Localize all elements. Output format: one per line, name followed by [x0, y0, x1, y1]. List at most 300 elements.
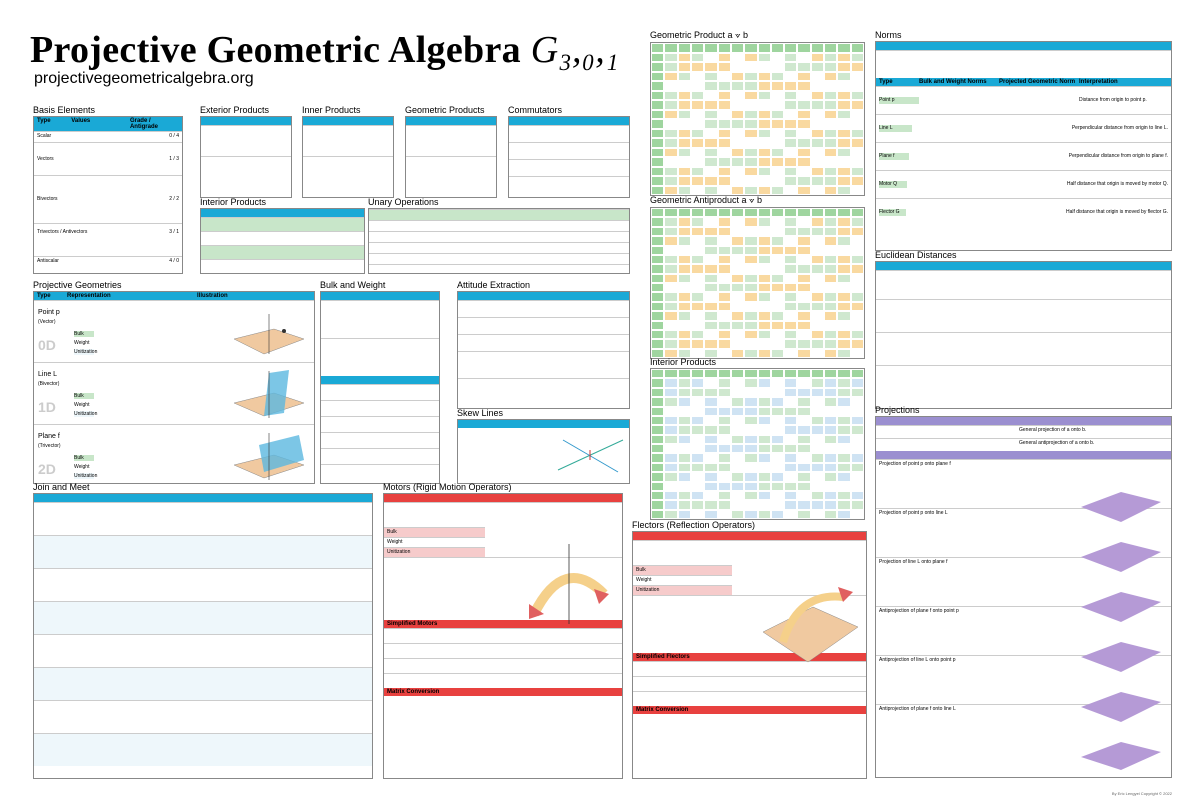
table-cell — [651, 227, 664, 236]
table-cell — [771, 81, 784, 91]
table-cell — [691, 369, 704, 378]
table-cell — [718, 482, 731, 491]
table-cell — [811, 53, 824, 63]
table-cell — [704, 81, 717, 91]
point-illustration — [229, 309, 309, 359]
table-cell — [824, 510, 837, 519]
table-cell — [837, 81, 850, 91]
table-cell — [824, 500, 837, 509]
table-cell — [824, 208, 837, 217]
table-cell — [758, 100, 771, 110]
table-cell — [704, 217, 717, 226]
table-cell — [691, 176, 704, 186]
table-cell — [851, 186, 864, 196]
table-cell — [691, 148, 704, 158]
table-cell — [651, 62, 664, 72]
table-cell — [797, 236, 810, 245]
table-cell — [678, 217, 691, 226]
table-cell — [797, 416, 810, 425]
table-cell — [851, 321, 864, 330]
table-cell — [704, 463, 717, 472]
table-cell — [824, 302, 837, 311]
table-cell — [824, 100, 837, 110]
table-cell — [678, 53, 691, 63]
table-cell — [851, 482, 864, 491]
page-title: Projective Geometric Algebra G₃,₀,₁ — [30, 29, 619, 71]
table-cell — [704, 208, 717, 217]
table-cell — [704, 500, 717, 509]
table-cell — [837, 217, 850, 226]
table-cell — [771, 321, 784, 330]
table-cell — [731, 72, 744, 82]
table-cell — [678, 378, 691, 387]
table-cell — [651, 388, 664, 397]
table-cell — [651, 311, 664, 320]
table-cell — [651, 176, 664, 186]
table-cell — [771, 264, 784, 273]
table-cell — [851, 208, 864, 217]
table-cell — [704, 246, 717, 255]
table-cell — [744, 425, 757, 434]
table-cell — [784, 435, 797, 444]
table-cell — [678, 388, 691, 397]
geometric-products-section: Geometric Products — [405, 105, 497, 198]
table-cell — [691, 388, 704, 397]
table-cell — [811, 510, 824, 519]
table-cell — [771, 138, 784, 148]
table-cell — [731, 491, 744, 500]
table-cell — [718, 110, 731, 120]
table-cell — [824, 283, 837, 292]
table-cell — [851, 264, 864, 273]
table-cell — [837, 208, 850, 217]
gap-table-section: Geometric Antiproduct a ⟇ b — [650, 195, 865, 359]
table-cell — [718, 500, 731, 509]
table-cell — [664, 463, 677, 472]
table-cell — [784, 217, 797, 226]
table-cell — [704, 157, 717, 167]
table-cell — [797, 482, 810, 491]
table-cell — [851, 72, 864, 82]
table-cell — [811, 186, 824, 196]
table-cell — [824, 53, 837, 63]
table-cell — [664, 91, 677, 101]
table-cell — [678, 283, 691, 292]
table-cell — [784, 416, 797, 425]
table-cell — [784, 339, 797, 348]
table-cell — [664, 321, 677, 330]
table-cell — [797, 148, 810, 158]
table-cell — [651, 110, 664, 120]
table-cell — [718, 472, 731, 481]
table-cell — [651, 129, 664, 139]
table-cell — [678, 369, 691, 378]
table-cell — [678, 138, 691, 148]
table-cell — [837, 453, 850, 462]
table-cell — [851, 100, 864, 110]
table-cell — [691, 138, 704, 148]
table-cell — [678, 311, 691, 320]
table-cell — [837, 369, 850, 378]
table-cell — [851, 416, 864, 425]
table-cell — [811, 500, 824, 509]
table-cell — [797, 176, 810, 186]
table-cell — [744, 463, 757, 472]
table-cell — [678, 407, 691, 416]
table-cell — [771, 217, 784, 226]
table-cell — [837, 91, 850, 101]
table-cell — [758, 482, 771, 491]
table-cell — [651, 43, 664, 53]
table-cell — [691, 463, 704, 472]
table-cell — [651, 246, 664, 255]
table-cell — [797, 330, 810, 339]
basis-header: Type Values Grade / Antigrade — [34, 117, 182, 131]
table-cell — [718, 129, 731, 139]
table-cell — [691, 236, 704, 245]
table-cell — [837, 129, 850, 139]
table-cell — [691, 416, 704, 425]
table-cell — [758, 311, 771, 320]
table-cell — [824, 110, 837, 120]
table-cell — [771, 292, 784, 301]
table-cell — [664, 444, 677, 453]
table-cell — [718, 311, 731, 320]
table-cell — [797, 321, 810, 330]
table-cell — [797, 274, 810, 283]
table-cell — [744, 62, 757, 72]
table-cell — [691, 491, 704, 500]
table-cell — [651, 425, 664, 434]
table-cell — [651, 148, 664, 158]
table-cell — [851, 435, 864, 444]
motors-section: Motors (Rigid Motion Operators) Bulk Weight Unitization Simplified Motors Matrix Conversion — [383, 482, 623, 779]
table-cell — [824, 62, 837, 72]
table-cell — [744, 321, 757, 330]
table-cell — [731, 227, 744, 236]
table-cell — [678, 167, 691, 177]
table-cell — [704, 283, 717, 292]
table-cell — [851, 292, 864, 301]
table-cell — [718, 138, 731, 148]
table-cell — [758, 264, 771, 273]
table-cell — [651, 463, 664, 472]
table-cell — [664, 369, 677, 378]
table-cell — [704, 292, 717, 301]
table-cell — [797, 463, 810, 472]
table-cell — [704, 227, 717, 236]
table-cell — [811, 43, 824, 53]
table-cell — [851, 388, 864, 397]
table-cell — [758, 510, 771, 519]
table-cell — [824, 255, 837, 264]
table-cell — [704, 236, 717, 245]
table-cell — [678, 227, 691, 236]
table-cell — [797, 157, 810, 167]
table-cell — [758, 81, 771, 91]
table-cell — [797, 388, 810, 397]
table-cell — [731, 138, 744, 148]
table-cell — [664, 482, 677, 491]
table-cell — [758, 330, 771, 339]
table-cell — [718, 148, 731, 158]
table-cell — [718, 416, 731, 425]
table-cell — [811, 264, 824, 273]
proj-item: Projection of line L onto plane f — [876, 557, 1171, 606]
table-cell — [678, 208, 691, 217]
table-cell — [837, 435, 850, 444]
table-cell — [758, 91, 771, 101]
table-cell — [824, 292, 837, 301]
table-cell — [651, 157, 664, 167]
table-cell — [718, 208, 731, 217]
table-cell — [691, 339, 704, 348]
interior-products-section: Interior Products — [200, 197, 365, 274]
table-cell — [758, 62, 771, 72]
basis-row-bivectors: Bivectors 2 / 2 — [34, 175, 182, 223]
table-cell — [651, 453, 664, 462]
table-cell — [651, 407, 664, 416]
table-cell — [691, 453, 704, 462]
table-cell — [664, 407, 677, 416]
table-cell — [837, 43, 850, 53]
gp-table-section: Geometric Product a ⟇ b — [650, 30, 865, 196]
table-cell — [718, 330, 731, 339]
table-cell — [691, 283, 704, 292]
exterior-products-section: Exterior Products — [200, 105, 292, 198]
table-cell — [731, 157, 744, 167]
basis-row-trivectors: Trivectors / Antivectors 3 / 1 — [34, 223, 182, 256]
join-meet-section: Join and Meet — [33, 482, 373, 779]
table-cell — [758, 138, 771, 148]
table-cell — [651, 435, 664, 444]
table-cell — [651, 482, 664, 491]
table-cell — [758, 407, 771, 416]
table-cell — [731, 369, 744, 378]
table-cell — [664, 148, 677, 158]
table-cell — [664, 236, 677, 245]
table-cell — [664, 110, 677, 120]
table-cell — [837, 110, 850, 120]
table-cell — [771, 491, 784, 500]
table-cell — [784, 397, 797, 406]
table-cell — [851, 157, 864, 167]
table-cell — [744, 167, 757, 177]
table-cell — [824, 378, 837, 387]
table-cell — [758, 110, 771, 120]
table-cell — [771, 330, 784, 339]
table-cell — [664, 246, 677, 255]
table-cell — [811, 453, 824, 462]
table-cell — [784, 491, 797, 500]
table-cell — [744, 407, 757, 416]
table-cell — [771, 208, 784, 217]
table-cell — [771, 425, 784, 434]
table-cell — [824, 148, 837, 158]
table-cell — [824, 472, 837, 481]
table-cell — [758, 157, 771, 167]
table-cell — [731, 311, 744, 320]
table-cell — [824, 425, 837, 434]
table-cell — [704, 444, 717, 453]
table-cell — [651, 53, 664, 63]
table-cell — [744, 369, 757, 378]
table-cell — [837, 292, 850, 301]
flectors-section: Flectors (Reflection Operators) Bulk Weight Unitization Simplified Flectors Matrix Conversion — [632, 520, 867, 779]
table-cell — [744, 176, 757, 186]
table-cell — [678, 397, 691, 406]
table-cell — [651, 472, 664, 481]
table-cell — [824, 227, 837, 236]
table-cell — [797, 119, 810, 129]
table-cell — [837, 186, 850, 196]
table-cell — [758, 472, 771, 481]
table-cell — [678, 236, 691, 245]
table-cell — [664, 283, 677, 292]
table-cell — [691, 186, 704, 196]
table-cell — [758, 500, 771, 509]
proj-item: Projection of point p onto plane f — [876, 459, 1171, 508]
table-cell — [771, 453, 784, 462]
skew-lines-illustration — [553, 430, 628, 480]
table-cell — [837, 72, 850, 82]
table-cell — [704, 388, 717, 397]
table-cell — [678, 81, 691, 91]
table-cell — [744, 110, 757, 120]
table-cell — [704, 330, 717, 339]
table-cell — [851, 110, 864, 120]
plane-geometry: Plane f (Trivector) 2D Bulk Weight Unitization — [34, 424, 314, 484]
table-cell — [678, 255, 691, 264]
table-cell — [704, 176, 717, 186]
table-cell — [851, 510, 864, 519]
table-cell — [837, 138, 850, 148]
table-cell — [704, 53, 717, 63]
table-cell — [784, 482, 797, 491]
table-cell — [704, 482, 717, 491]
table-cell — [811, 463, 824, 472]
table-cell — [744, 129, 757, 139]
table-cell — [811, 72, 824, 82]
table-cell — [651, 416, 664, 425]
table-cell — [851, 330, 864, 339]
table-cell — [758, 339, 771, 348]
table-cell — [851, 138, 864, 148]
table-cell — [797, 186, 810, 196]
table-cell — [758, 246, 771, 255]
table-cell — [664, 138, 677, 148]
table-cell — [837, 416, 850, 425]
projections-illustration — [1076, 482, 1166, 772]
table-cell — [651, 339, 664, 348]
table-cell — [837, 425, 850, 434]
table-cell — [691, 255, 704, 264]
table-cell — [704, 369, 717, 378]
table-cell — [718, 157, 731, 167]
table-cell — [651, 491, 664, 500]
table-cell — [771, 500, 784, 509]
table-cell — [784, 425, 797, 434]
table-cell — [758, 72, 771, 82]
motor-illustration — [514, 534, 614, 634]
table-cell — [691, 119, 704, 129]
table-cell — [678, 72, 691, 82]
table-cell — [797, 369, 810, 378]
table-cell — [784, 138, 797, 148]
table-cell — [744, 138, 757, 148]
table-cell — [811, 157, 824, 167]
table-cell — [771, 482, 784, 491]
table-cell — [837, 339, 850, 348]
table-cell — [851, 274, 864, 283]
table-cell — [704, 186, 717, 196]
table-cell — [758, 369, 771, 378]
table-cell — [784, 500, 797, 509]
table-cell — [771, 255, 784, 264]
table-cell — [758, 463, 771, 472]
ip-table-section: Interior Products — [650, 357, 865, 520]
table-cell — [731, 148, 744, 158]
table-cell — [744, 157, 757, 167]
basis-elements-section: Basis Elements Type Values Grade / Antigrade Scalar 0 / 4 Vectors 1 / 3 Bivectors 2 / 2 Trivectors / Antivectors 3 / 1 Antiscalar 4 / 0 — [33, 105, 183, 274]
table-cell — [784, 246, 797, 255]
table-cell — [851, 283, 864, 292]
table-cell — [744, 246, 757, 255]
table-cell — [851, 339, 864, 348]
table-cell — [678, 339, 691, 348]
table-cell — [691, 274, 704, 283]
table-cell — [758, 217, 771, 226]
table-cell — [744, 435, 757, 444]
table-cell — [664, 510, 677, 519]
table-cell — [784, 302, 797, 311]
table-cell — [718, 186, 731, 196]
table-cell — [691, 435, 704, 444]
table-cell — [784, 264, 797, 273]
table-cell — [851, 53, 864, 63]
table-cell — [824, 453, 837, 462]
table-cell — [691, 482, 704, 491]
table-cell — [771, 91, 784, 101]
table-cell — [784, 91, 797, 101]
table-cell — [731, 186, 744, 196]
table-cell — [651, 100, 664, 110]
table-cell — [771, 110, 784, 120]
table-cell — [784, 274, 797, 283]
table-cell — [797, 110, 810, 120]
table-cell — [691, 302, 704, 311]
table-cell — [797, 138, 810, 148]
table-cell — [758, 43, 771, 53]
table-cell — [704, 425, 717, 434]
table-cell — [851, 217, 864, 226]
table-cell — [704, 510, 717, 519]
table-cell — [837, 100, 850, 110]
table-cell — [784, 407, 797, 416]
table-cell — [797, 510, 810, 519]
table-cell — [851, 148, 864, 158]
table-cell — [811, 407, 824, 416]
table-cell — [718, 53, 731, 63]
table-cell — [678, 119, 691, 129]
table-cell — [664, 129, 677, 139]
table-cell — [811, 388, 824, 397]
table-cell — [811, 246, 824, 255]
table-cell — [704, 264, 717, 273]
site-url[interactable]: projectivegeometricalgebra.org — [34, 70, 254, 87]
table-cell — [744, 208, 757, 217]
table-cell — [731, 100, 744, 110]
